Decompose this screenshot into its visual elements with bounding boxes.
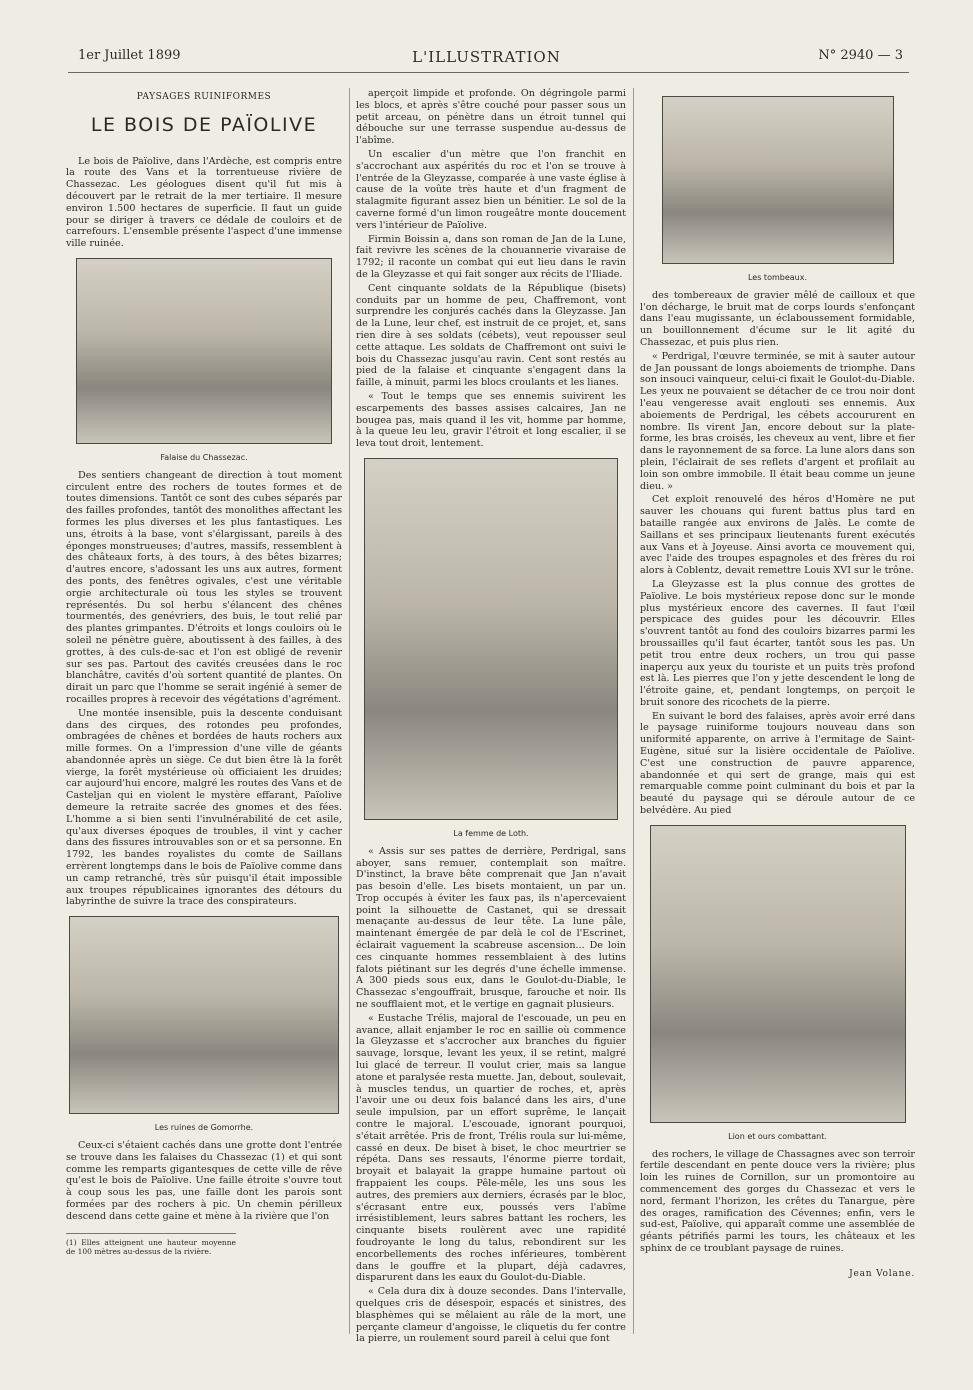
paragraph: Cent cinquante soldats de la République (bisets) conduits par un homme de peu, Chaffremont, vont surprendre les conjurés cachés dans la Gleyzasse. Jan de la Lune, leur chef, est instruit de ce projet, et, sans rien dire à ses soldats (cébets), veut repousser seul cette attaque. Les soldats de Chaffremont ont suivi le bois du Chassezac jusqu'au ravin. Cent sont restés au pied de la falaise et cinquante s'engagent dans la faille, à minuit, parmi les blocs croulants et les lianes.	[356, 282, 626, 389]
figure-tombeaux	[662, 96, 894, 284]
paragraph: « Cela dura dix à douze secondes. Dans l'intervalle, quelques cris de désespoir, espacés et sinistres, des blasphèmes qui se mêlaient au râle de la mort, une perçante clameur d'angoisse, le cliquetis du fer contre la pierre, un roulement sourd pareil à celui que font	[356, 1286, 626, 1345]
paragraph: « Tout le temps que ses ennemis suivirent les escarpements des basses assises calcaires, Jan ne bougea pas, mais quand il les vit, homme par homme, à la queue leu leu, gravir l'étroit et long escalier, il se leva tout droit, lentement.	[356, 390, 626, 450]
paragraph: des tombereaux de gravier mêlé de cailloux et que l'on décharge, le bruit mat de corps lourds s'enfonçant dans l'eau mugissante, un éclaboussement formidable, un bouillonnement d'écume sur le lit agité du Chassezac, et puis plus rien.	[640, 289, 915, 348]
paragraph: Une montée insensible, puis la descente conduisant dans des cirques, des rotondes peu profondes, ombragées de chênes et bordées de hauts rochers aux mille formes. On a l'impression d'une ville de géants abandonnée après un siège. Ce dut bien être là la forêt vierge, la forêt mystérieuse où officiaient les druides; car aujourd'hui encore, malgré les routes des Vans et de Casteljan qui en violent le mystère effarant, Païolive demeure la retraite sacrée des gnomes et des fées. L'homme a si bien senti l'invulnérabilité de cet asile, qu'aux diverses époques de troubles, il vint y cacher dans des fissures introuvables son or et sa personne. En 1792, les bandes royalistes du comte de Saillans errèrent longtemps dans le bois de Païolive comme dans un camp retranché, très sûr puisqu'il était impossible aux troupes républicaines ignorantes des détours du labyrinthe de suivre la trace des conspirateurs.	[66, 707, 342, 908]
author-signature: Jean Volane.	[849, 1268, 915, 1279]
article-title: LE BOIS DE PAÏOLIVE	[90, 113, 318, 136]
paragraph: En suivant le bord des falaises, après avoir erré dans le paysage ruiniforme toujours nouveau dans son uniformité apparente, on arrive à l'ermitage de Saint-Eugène, situé sur la lisière occidentale de Païolive. C'est une construction de pauvre apparence, abandonnée et qui sert de grange, mais qui est remarquable comme point culminant du bois et par la beauté du paysage qui se déroule autour de ce belvédère. Au pied	[640, 710, 915, 817]
paragraph: Ceux-ci s'étaient cachés dans une grotte dont l'entrée se trouve dans les falaises du Chassezac (1) et qui sont comme les remparts gigantesques de cette ville de rêve qu'est le bois de Païolive. Une faille étroite s'ouvre tout à coup sous les pas, une faille dont les parois sont formées par des rochers à pic. Un chemin périlleux descend dans cette gaine et mène à la rivière que l'on	[66, 1140, 342, 1222]
figure-loth	[364, 458, 618, 840]
figure-gomorrhe	[69, 916, 339, 1134]
header-rule	[68, 72, 909, 73]
figure-caption: Lion et ours combattant.	[728, 1131, 827, 1141]
paragraph: La Gleyzasse est la plus connue des grottes de Païolive. Le bois mystérieux repose donc sur le monde plus mystérieux encore des cavernes. Il faut l'œil perspicace des guides pour les découvrir. Elles s'ouvrent tantôt au fond des couloirs bizarres parmi les broussailles qu'il faut écarter, tantôt sous les pas. Un petit trou entre deux rochers, un trou qui passe inaperçu aux yeux du touriste et un puits très profond est là. Les pierres que l'on y jette descendent le long de l'étroite gaine, et, pendant longtemps, on perçoit le bruit sonore des ricochets de la pierre.	[640, 578, 915, 708]
column-2	[356, 88, 626, 1347]
figure-caption: Les ruines de Gomorrhe.	[154, 1123, 254, 1133]
figure-caption: La femme de Loth.	[453, 828, 529, 838]
falaise-illustration	[76, 258, 332, 444]
figure-caption: Falaise du Chassezac.	[160, 452, 248, 462]
paragraph: Un escalier d'un mètre que l'on franchit en s'accrochant aux aspérités du roc et l'on se trouve à l'entrée de la Gleyzasse, comparée à une vaste église à cause de la voûte très haute et d'un fragment de stalagmite figurant assez bien un bénitier. Le sol de la caverne formé d'un limon rougeâtre monte doucement vers l'intérieur de Païolive.	[356, 148, 626, 231]
lion-illustration	[650, 825, 906, 1123]
column-divider	[349, 88, 350, 1334]
figure-lion	[650, 825, 906, 1143]
masthead: L'ILLUSTRATION	[412, 48, 561, 66]
paragraph: Cet exploit renouvelé des héros d'Homère ne put sauver les chouans qui furent battus plus tard en bataille rangée aux environs de Jalès. Le comte de Saillans et ses principaux lieutenants furent exécutés aux Vans et à Joyeuse. Ainsi avorta ce mouvement qui, avec l'aide des troupes espagnoles et des frères du roi alors à Coblentz, devait remettre Louis XVI sur le trône.	[640, 494, 915, 577]
paragraph: Firmin Boissin a, dans son roman de Jan de la Lune, fait revivre les scènes de la chouannerie vivaraise de 1792; il raconte un combat qui eut lieu dans le ravin de la Gleyzasse et qui fait songer aux récits de l'Iliade.	[356, 233, 626, 280]
paragraph: Le bois de Païolive, dans l'Ardèche, est compris entre la route des Vans et la torrentueuse rivière de Chassezac. Les géologues disent qu'il fut mis à découvert par le retrait de la mer tertiaire. Il mesure environ 1.500 hectares de superficie. Il faut un guide pour se diriger à travers ce dédale de couloirs et de carrefours. L'ensemble présente l'aspect d'une immense ville ruinée.	[66, 155, 342, 250]
paragraph: « Eustache Trélis, majoral de l'escouade, un peu en avance, allait enjamber le roc en saillie où commence la Gleyzasse et s'accrocher aux branches du figuier sauvage, lorsque, levant les yeux, il se retint, malgré lui glacé de terreur. Il voulut crier, mais sa langue atone et paralysée resta muette. Jan, debout, soulevait, à muscles tendus, un quartier de roches, et, après l'avoir une ou deux fois balancé dans les airs, d'une seule impulsion, par un effort suprême, le lançait contre le majoral. L'escouade, ignorant pourquoi, s'était arrêtée. Pris de front, Trélis roula sur lui-même, cassé en deux. De biset à biset, le choc meurtrier se répéta. Dans ses ressauts, l'énorme pierre tordait, broyait et balayait la grappe humaine partout où frappaient les coups. Pêle-mêle, les uns sous les autres, des premiers aux derniers, écrasés par le bloc, s'écrasant entre eux, poussés vers l'abîme irrésistiblement, leurs sabres battant les rochers, les cinquante bisets roulèrent avec une rapidité foudroyante le long du talus, rebondirent sur les encorbellements des roches inférieures, tombèrent dans le gouffre et la plupart, déjà cadavres, disparurent dans les eaux du Goulot-du-Diable.	[356, 1012, 626, 1284]
paragraph: « Assis sur ses pattes de derrière, Perdrigal, sans aboyer, sans remuer, contemplait son maître. D'instinct, la brave bête comprenait que Jan n'avait pas besoin d'elle. Les bisets montaient, un par un. Trop occupés à éviter les faux pas, ils n'apercevaient point la silhouette de Castanet, qui se dressait menaçante au-dessus de leur tête. La lune pâle, maintenant émergée de par delà le col de l'Escrinet, éclairait vaguement la scabreuse ascension... De loin ces cinquante hommes ressemblaient à des lutins falots piétinant sur les degrés d'une échelle immense. A 300 pieds sous eux, dans le Goulot-du-Diable, le Chassezac s'engouffrait, brusque, farouche et noir. Ils ne soufflaient mot, et le vertige en gagnait plusieurs.	[356, 845, 626, 1011]
paragraph: « Perdrigal, l'œuvre terminée, se mit à sauter autour de Jan poussant de longs aboiements de triomphe. Dans son insouci vainqueur, celui-ci fixait le Goulot-du-Diable. Les yeux ne pouvaient se détacher de ce trou noir dont l'eau vengeresse avait englouti ses ennemis. Aux aboiements de Perdrigal, les cébets accoururent en nombre. Ils virent Jan, encore debout sur la plate-forme, les bras croisés, les cheveux au vent, libre et fier dans le rayonnement de sa force. La lune alors dans son plein, l'éclairait de ses reflets d'argent et profilait au loin son ombre immobile. Il était beau comme un jeune dieu. »	[640, 350, 915, 492]
column-3	[640, 88, 915, 1281]
column-divider	[633, 88, 634, 1334]
article-kicker: PAYSAGES RUINIFORMES	[136, 92, 272, 102]
figure-caption: Les tombeaux.	[747, 273, 808, 282]
paragraph: Des sentiers changeant de direction à tout moment circulent entre des rochers de toutes formes et de toutes dimensions. Tantôt ce sont des cubes séparés par des failles profondes, tantôt des monolithes affectant les formes les plus diverses et les plus fantastiques. Les uns, étroits à la base, vont s'élargissant, pareils à des éponges monstrueuses; d'autres, massifs, ressemblent à des châteaux forts, à des tours, à des bêtes bizarres; d'autres encore, s'adossant les uns aux autres, forment des ponts, des fenêtres ogivales, c'est une véritable orgie architecturale où tous les styles se trouvent représentés. Du sol herbu s'élancent des chênes tourmentés, des genévriers, des buis, le tout relié par des plantes grimpantes. D'étroits et longs couloirs où le soleil ne pénètre guère, aboutissent à des failles, à des grottes, à des culs-de-sac et l'on est obligé de revenir sur ses pas. Partout des cavités creusées dans le roc blanchâtre, cavités d'où sortent quantité de plantes. On dirait un parc que l'homme se serait ingénié à semer de rocailles propres à recevoir des végétations d'agrément.	[66, 469, 342, 705]
tombeaux-illustration	[662, 96, 894, 264]
issue-number: N° 2940 — 3	[818, 48, 903, 63]
loth-illustration	[364, 458, 618, 820]
footnote: (1) Elles atteignent une hauteur moyenne de 100 mètres au-dessus de la rivière.	[66, 1233, 236, 1256]
paragraph: aperçoit limpide et profonde. On dégringole parmi les blocs, et après s'être couché pour passer sous un petit arceau, on pénètre dans un étroit tunnel qui débouche sur une terrasse suspendue au-dessus de l'abîme.	[356, 88, 626, 147]
column-1	[66, 88, 342, 1256]
paragraph: des rochers, le village de Chassagnes avec son terroir fertile descendant en pente douce vers la rivière; plus loin les ruines de Cornillon, sur un promontoire au commencement des gorges du Chassezac et vers le nord, fermant l'horizon, les crêtes du Tanargue, père des orages, ramification des Cévennes; enfin, vers le sud-est, Païolive, qui apparaît comme une assemblée de géants pétrifiés parmi les tours, les châteaux et les sphinx de ce troublant paysage de ruines.	[640, 1148, 915, 1255]
issue-date: 1er Juillet 1899	[78, 48, 181, 63]
gomorrhe-illustration	[69, 916, 339, 1114]
figure-falaise	[76, 258, 332, 464]
